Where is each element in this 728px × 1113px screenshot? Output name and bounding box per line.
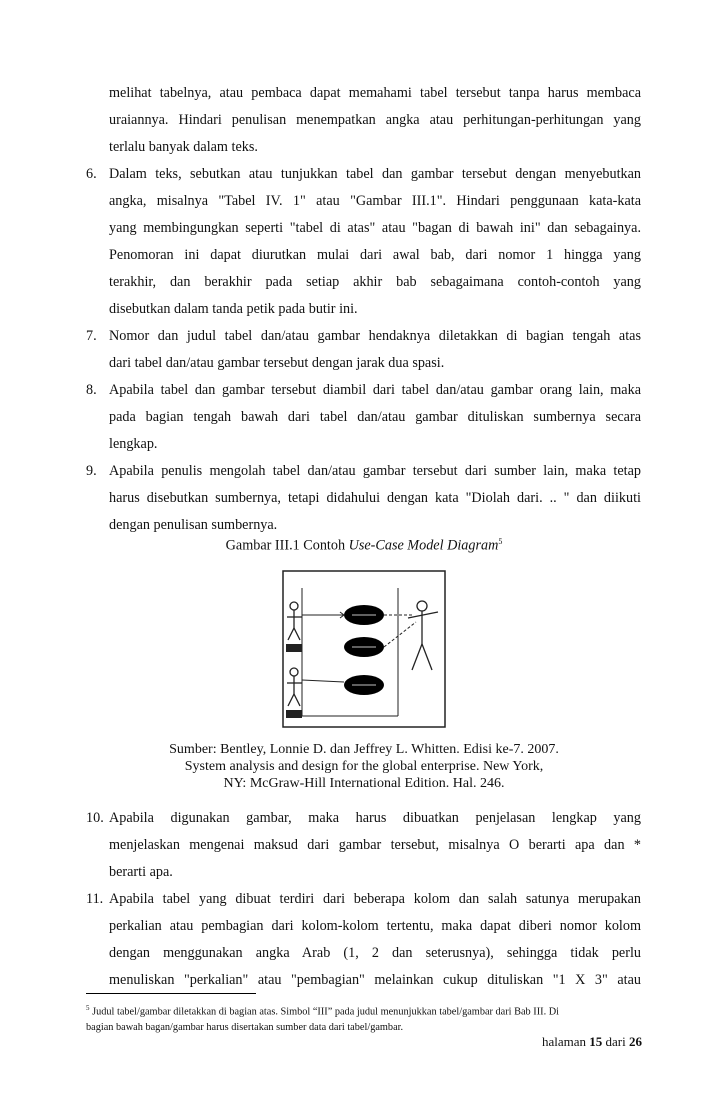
- footnote-line: bagian bawah bagan/gambar harus disertakan sumber data dari tabel/gambar.: [86, 1022, 404, 1034]
- text-line: menuliskan "perkalian" atau "pembagian" melainkan cukup dituliskan "1 X 3" atau: [109, 972, 641, 988]
- text-line: berarti apa.: [109, 864, 173, 880]
- text-line: Apabila tabel yang dibuat terdiri dari beberapa kolom dan salah satunya merupakan: [109, 891, 641, 907]
- figure-caption: [0, 537, 728, 555]
- footnote: [86, 1000, 646, 1036]
- footnote-text: Judul tabel/gambar diletakkan di bagian atas. Simbol “III” pada judul menunjukkan tabel/gambar dari Bab III. Di: [92, 1006, 560, 1018]
- text-line: menjelaskan mengenai maksud dari gambar tersebut, misalnya O berarti apa dan *: [109, 837, 641, 853]
- text-line: terakhir, dan berakhir pada setiap akhir bab sebagaimana contoh-contoh yang: [109, 274, 641, 290]
- page-number-middle: dari: [602, 1034, 629, 1049]
- text-line: dari tabel dan/atau gambar tersebut dengan jarak dua spasi.: [109, 355, 445, 371]
- text-line: harus disebutkan sumbernya, tetapi didahului dengan kata "Diolah dari. .. " dan diikuti: [109, 490, 641, 506]
- text-line: angka, misalnya "Tabel IV. 1" atau "Gambar III.1". Hindari penggunaan kata-kata: [109, 193, 641, 209]
- text-line: uraiannya. Hindari penulisan menempatkan angka atau perhitungan-perhitungan yang: [109, 112, 641, 128]
- text-line: Penomoran ini dapat diurutkan mulai dari awal bab, dari nomor 1 hingga yang: [109, 247, 641, 263]
- text-line: perkalian atau pembagian dari kolom-kolom tertentu, maka dapat diberi nomor kolom: [109, 918, 641, 934]
- footnote-ref: 5: [498, 537, 503, 546]
- page-number-current: 15: [589, 1034, 603, 1049]
- footnote-marker: 5: [86, 1004, 90, 1012]
- list-number: 11.: [86, 891, 104, 907]
- text-line: disebutkan dalam tanda petik pada butir ini.: [109, 301, 358, 317]
- text-line: Apabila penulis mengolah tabel dan/atau gambar tersebut dari sumber lain, maka tetap: [109, 463, 641, 479]
- text-line: Dalam teks, sebutkan atau tunjukkan tabel dan gambar tersebut dengan menyebutkan: [109, 166, 641, 182]
- list-number: 9.: [86, 463, 97, 479]
- list-number: 8.: [86, 382, 97, 398]
- source-line: Sumber: Bentley, Lonnie D. dan Jeffrey L. Whitten. Edisi ke-7. 2007.: [169, 742, 559, 757]
- page-number-prefix: halaman: [541, 1034, 590, 1049]
- list-number: 6.: [86, 166, 97, 182]
- text-line: Apabila tabel dan gambar tersebut diambil dari tabel dan/atau gambar orang lain, maka: [109, 382, 641, 398]
- text-line: lengkap.: [109, 436, 158, 452]
- text-line: terlalu banyak dalam teks.: [109, 139, 258, 155]
- source-line: System analysis and design for the global enterprise. New York,: [184, 759, 544, 774]
- caption-prefix: Gambar III.1 Contoh: [225, 537, 349, 554]
- text-line: Apabila digunakan gambar, maka harus dibuatkan penjelasan lengkap yang: [109, 810, 641, 826]
- footnote-divider: [86, 993, 256, 994]
- text-line: Nomor dan judul tabel dan/atau gambar hendaknya diletakkan di bagian tengah atas: [109, 328, 641, 344]
- caption-title: Use-Case Model Diagram: [348, 537, 499, 554]
- footnote-line: [86, 1000, 646, 1020]
- list-number: 10.: [86, 810, 104, 826]
- page-number: [542, 1034, 642, 1050]
- page-number-total: 26: [629, 1034, 642, 1049]
- text-line: melihat tabelnya, atau pembaca dapat memahami tabel tersebut tanpa harus membaca: [109, 85, 641, 101]
- text-line: pada bagian tengah bawah dari tabel dan/atau gambar dituliskan sumbernya secara: [109, 409, 641, 425]
- figure-source: [0, 741, 728, 792]
- source-line: NY: McGraw-Hill International Edition. Hal. 246.: [223, 776, 505, 791]
- text-line: dengan penulisan sumbernya.: [109, 517, 278, 533]
- use-case-diagram-image: [282, 570, 446, 728]
- list-number: 7.: [86, 328, 97, 344]
- text-line: dengan menggunakan angka Arab (1, 2 dan seterusnya), sehingga tidak perlu: [109, 945, 641, 961]
- text-line: yang membingungkan seperti "tabel di atas" atau "bagan di bawah ini" dan sebagainya.: [109, 220, 641, 236]
